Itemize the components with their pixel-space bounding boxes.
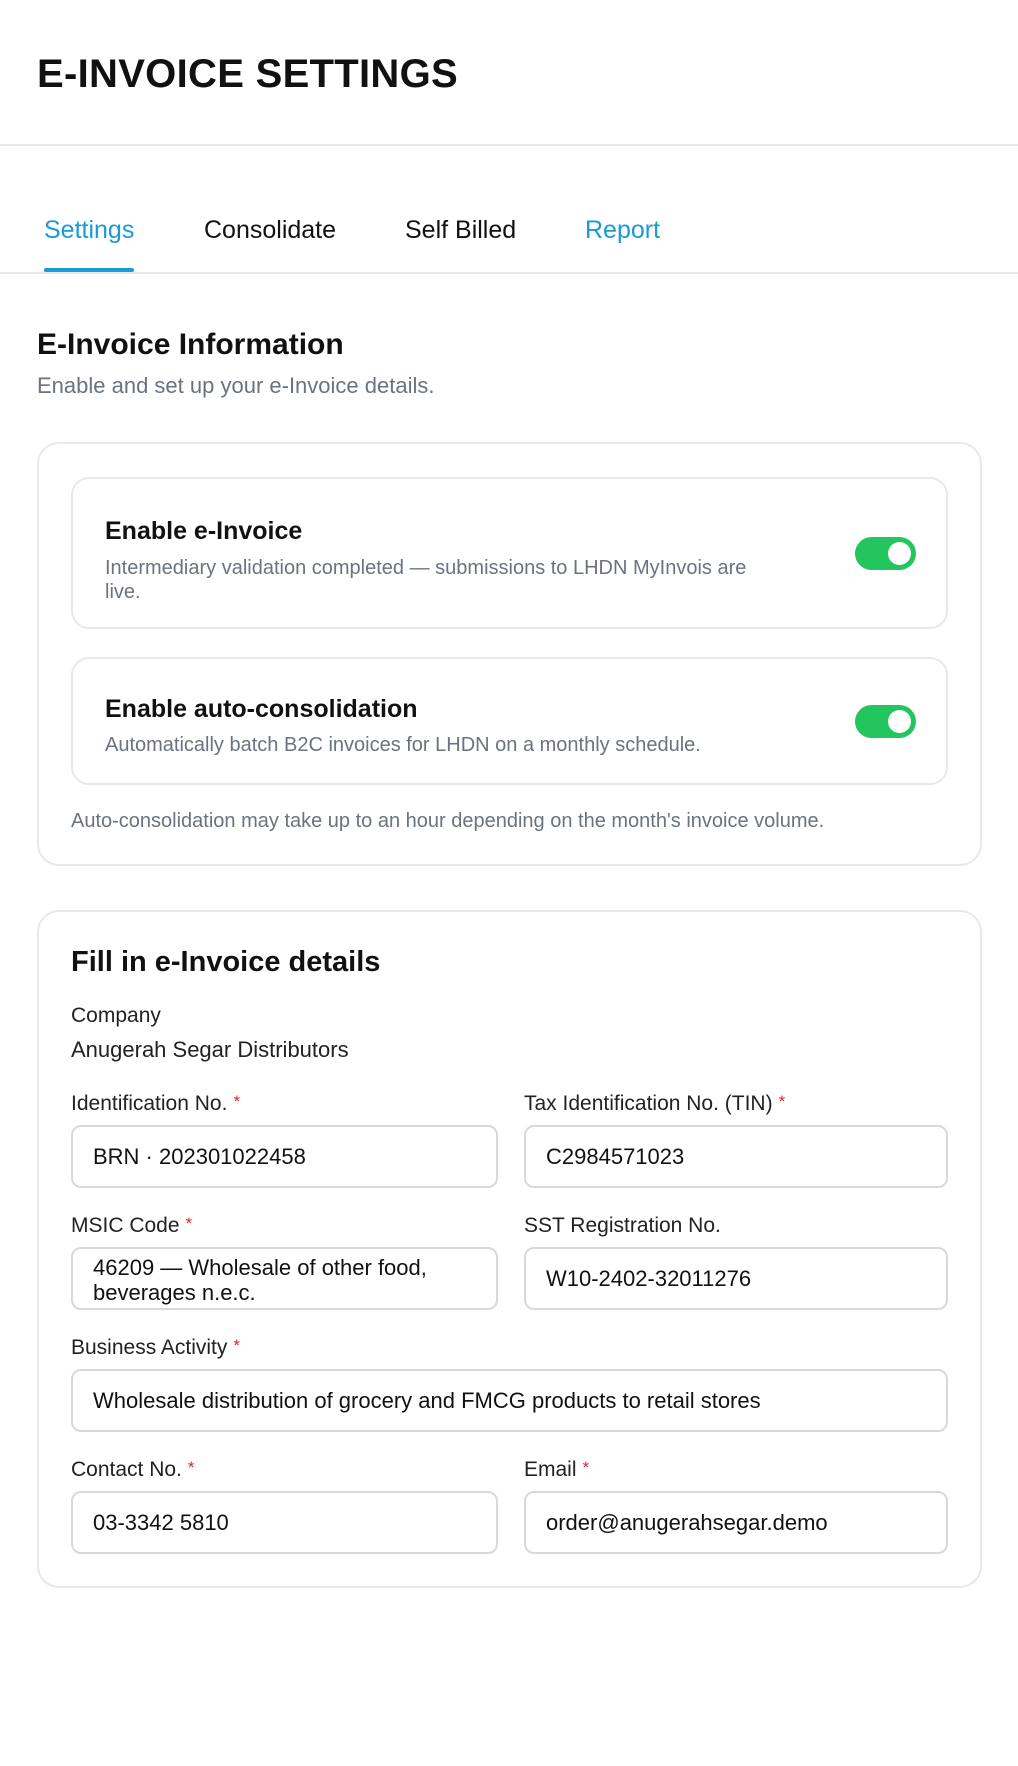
einvoice-toggle-description: Intermediary validation completed — submissions to LHDN MyInvois are live. [105, 557, 747, 603]
autoconsolidation-note: Auto-consolidation may take up to an hour depending on the month's invoice volume. [71, 810, 825, 832]
toggle-knob [888, 542, 911, 565]
identification-no-label-text: Identification No. [71, 1092, 228, 1115]
sst-registration-field[interactable]: W10-2402-32011276 [524, 1247, 948, 1310]
company-value: Anugerah Segar Distributors [71, 1037, 349, 1062]
required-mark: * [233, 1336, 241, 1355]
identification-no-label [71, 1092, 240, 1116]
required-mark: * [185, 1214, 193, 1233]
section-subtitle: Enable and set up your e-Invoice details. [37, 373, 435, 398]
msic-code-label [71, 1214, 192, 1238]
page-header [0, 0, 1018, 146]
contact-no-label-text: Contact No. [71, 1458, 182, 1481]
sst-registration-label: SST Registration No. [524, 1214, 721, 1237]
einvoice-toggle-row [71, 477, 948, 629]
tab-consolidate[interactable]: Consolidate [204, 216, 337, 244]
required-mark: * [187, 1458, 195, 1477]
company-label: Company [71, 1004, 161, 1027]
toggle-knob [888, 710, 911, 733]
tab-self-billed[interactable]: Self Billed [405, 216, 517, 244]
autoconsolidation-toggle-switch[interactable] [855, 705, 916, 738]
contact-no-label [71, 1458, 195, 1482]
tab-bar [0, 146, 1018, 274]
autoconsolidation-toggle-title: Enable auto-consolidation [105, 695, 418, 723]
business-activity-field[interactable]: Wholesale distribution of grocery and FMCG products to retail stores [71, 1369, 948, 1432]
email-field[interactable]: order@anugerahsegar.demo [524, 1491, 948, 1554]
autoconsolidation-toggle-row [71, 657, 948, 785]
required-mark: * [582, 1458, 590, 1477]
tab-settings[interactable]: Settings [44, 216, 134, 272]
required-mark: * [778, 1092, 786, 1111]
business-activity-label-text: Business Activity [71, 1336, 228, 1359]
einvoice-toggle-switch[interactable] [855, 537, 916, 570]
autoconsolidation-toggle-description: Automatically batch B2C invoices for LHDN on a monthly schedule. [105, 734, 701, 756]
identification-no-field[interactable]: BRN · 202301022458 [71, 1125, 498, 1188]
required-mark: * [233, 1092, 241, 1111]
tin-label-text: Tax Identification No. (TIN) [524, 1092, 773, 1115]
tin-field[interactable]: C2984571023 [524, 1125, 948, 1188]
page-title: E-INVOICE SETTINGS [37, 52, 459, 96]
tin-label [524, 1092, 785, 1116]
business-activity-label [71, 1336, 240, 1360]
tab-report[interactable]: Report [585, 216, 661, 244]
einvoice-settings-card [37, 442, 982, 866]
contact-no-field[interactable]: 03-3342 5810 [71, 1491, 498, 1554]
email-label-text: Email [524, 1458, 577, 1481]
email-label [524, 1458, 589, 1482]
msic-code-field[interactable]: 46209 — Wholesale of other food, beverages n.e.c. [71, 1247, 498, 1310]
msic-code-label-text: MSIC Code [71, 1214, 180, 1237]
section-title: E-Invoice Information [37, 328, 344, 361]
einvoice-details-card [37, 910, 982, 1588]
form-title: Fill in e-Invoice details [71, 946, 381, 978]
einvoice-toggle-title: Enable e-Invoice [105, 517, 303, 545]
